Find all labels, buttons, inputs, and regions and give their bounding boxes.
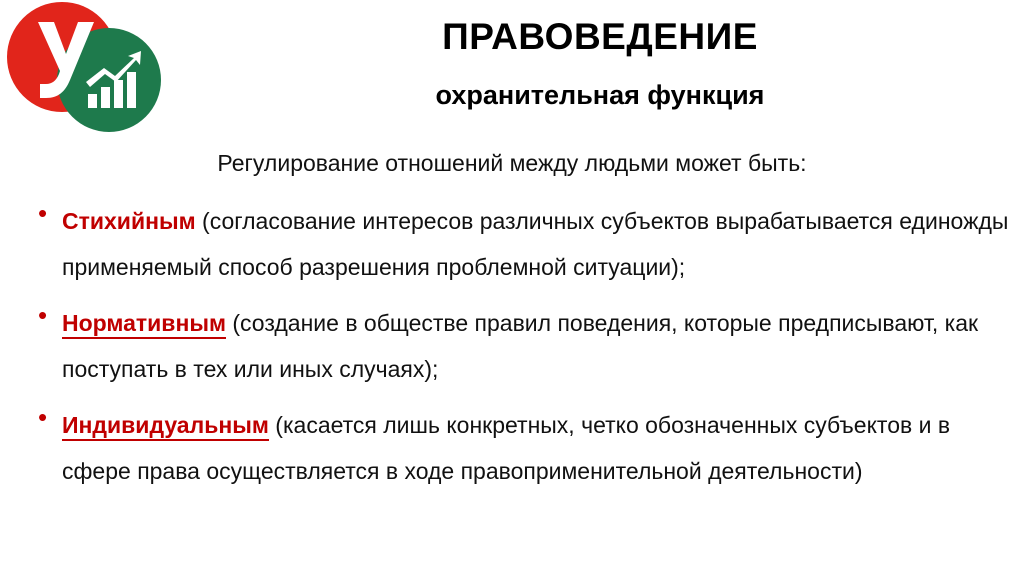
bullet-marker: • <box>38 198 48 228</box>
page-title: ПРАВОВЕДЕНИЕ <box>442 16 758 57</box>
page-subtitle: охранительная функция <box>435 80 765 110</box>
bullet-list <box>34 198 1010 504</box>
bullet-marker: • <box>38 300 48 330</box>
list-item-text <box>62 300 1010 392</box>
list-item-keyword: Индивидуальным <box>62 412 269 441</box>
list-item-body: (касается лишь конкретных, четко обозначенных субъектов и в сфере права осуществляется в ходе правоприменительной деятельности) <box>62 412 951 484</box>
list-item-body: (согласование интересов различных субъектов вырабатывается единожды применяемый способ разрешения проблемной ситуации); <box>62 208 1009 280</box>
lead-text: Регулирование отношений между людьми может быть: <box>217 150 807 176</box>
bullet-marker: • <box>38 402 48 432</box>
list-item <box>34 300 1010 392</box>
list-item-keyword: Нормативным <box>62 310 226 339</box>
list-item-text <box>62 402 1010 494</box>
university-emblem-logo <box>4 2 174 137</box>
list-item-keyword: Стихийным <box>62 208 196 234</box>
list-item-body: (создание в обществе правил поведения, которые предписывают, как поступать в тех или иных случаях); <box>62 310 979 382</box>
list-item-text <box>62 198 1010 290</box>
list-item <box>34 198 1010 290</box>
list-item <box>34 402 1010 494</box>
